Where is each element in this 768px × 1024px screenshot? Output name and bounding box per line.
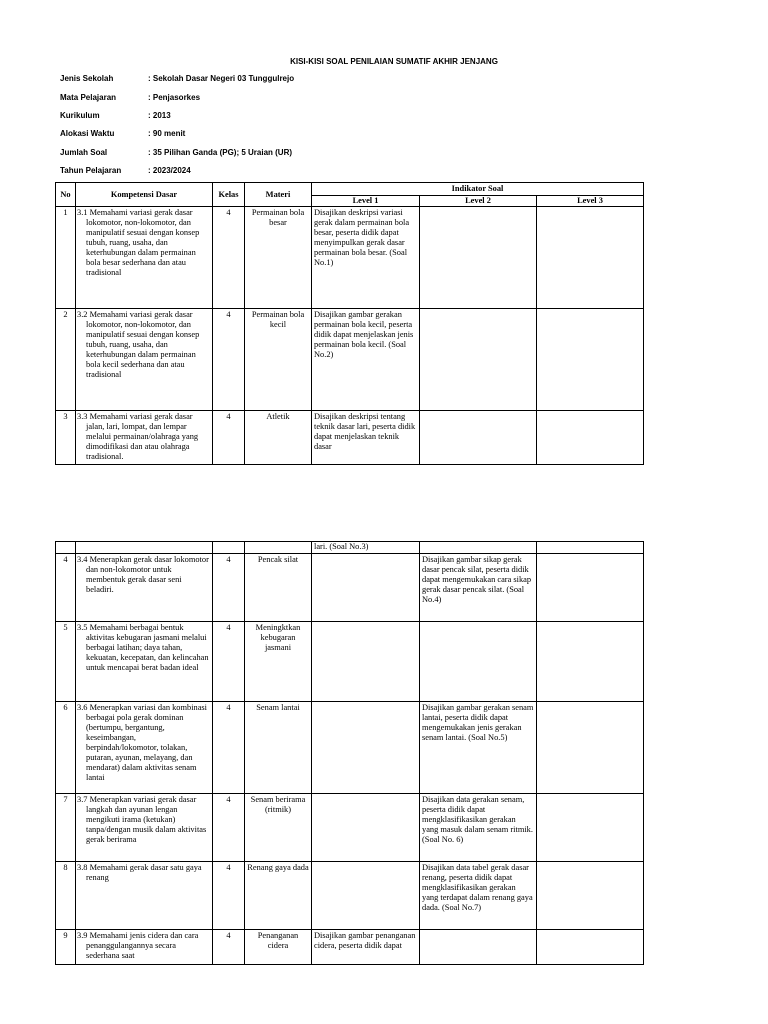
cell-kompetensi-dasar: 3.2 Memahami variasi gerak dasar lokomotor, non-lokomotor, dan manipulatif sesuai dengan konsep tubuh, ruang, usaha, dan keterhubungan dalam permainan bola kecil sederhana dan atau tradisional bbox=[76, 309, 213, 411]
info-value: : 35 Pilihan Ganda (PG); 5 Uraian (UR) bbox=[148, 148, 293, 157]
table-row bbox=[56, 702, 644, 794]
cell-level-2: Disajikan data tabel gerak dasar renang, peserta didik dapat mengklasifikasikan gerakan yang terdapat dalam renang gaya dada. (Soal No.7) bbox=[420, 862, 537, 930]
info-value: : Penjasorkes bbox=[148, 93, 201, 102]
cell-kelas: 4 bbox=[213, 794, 245, 862]
table-row bbox=[56, 794, 644, 862]
table-row bbox=[56, 622, 644, 702]
cell-level-1 bbox=[312, 794, 420, 862]
header-indikator-soal: Indikator Soal bbox=[312, 183, 644, 196]
cell-kompetensi-dasar bbox=[76, 542, 213, 554]
cell-kelas: 4 bbox=[213, 702, 245, 794]
cell-materi: Permainan bola besar bbox=[245, 207, 312, 309]
cell-no: 2 bbox=[56, 309, 76, 411]
cell-level-2 bbox=[420, 930, 537, 965]
header-no: No bbox=[56, 183, 76, 207]
cell-level-1 bbox=[312, 554, 420, 622]
header-kelas: Kelas bbox=[213, 183, 245, 207]
cell-no: 7 bbox=[56, 794, 76, 862]
info-label: Tahun Pelajaran bbox=[60, 166, 122, 175]
table-row bbox=[56, 411, 644, 465]
cell-no: 5 bbox=[56, 622, 76, 702]
cell-level-2: Disajikan data gerakan senam, peserta didik dapat mengklasifikasikan gerakan yang masuk dalam senam ritmik. (Soal No. 6) bbox=[420, 794, 537, 862]
cell-no: 8 bbox=[56, 862, 76, 930]
table-row bbox=[56, 542, 644, 554]
cell-level-3 bbox=[537, 207, 644, 309]
cell-no: 1 bbox=[56, 207, 76, 309]
table-row bbox=[56, 930, 644, 965]
header-kompetensi-dasar: Kompetensi Dasar bbox=[76, 183, 213, 207]
header-level-2: Level 2 bbox=[420, 196, 537, 207]
header-level-3: Level 3 bbox=[537, 196, 644, 207]
cell-level-1 bbox=[312, 702, 420, 794]
cell-level-3 bbox=[537, 702, 644, 794]
cell-no bbox=[56, 542, 76, 554]
cell-materi: Senam lantai bbox=[245, 702, 312, 794]
info-value: : 2023/2024 bbox=[148, 166, 191, 175]
info-label: Kurikulum bbox=[60, 111, 100, 120]
info-label: Jumlah Soal bbox=[60, 148, 108, 157]
cell-level-3 bbox=[537, 542, 644, 554]
info-value: : Sekolah Dasar Negeri 03 Tunggulrejo bbox=[148, 74, 295, 83]
cell-kompetensi-dasar: 3.5 Memahami berbagai bentuk aktivitas kebugaran jasmani melalui berbagai latihan; daya tahan, kekuatan, kecepatan, dan kelincahan untuk mencapai berat badan ideal bbox=[76, 622, 213, 702]
cell-kompetensi-dasar: 3.8 Memahami gerak dasar satu gaya renang bbox=[76, 862, 213, 930]
cell-level-2 bbox=[420, 622, 537, 702]
cell-materi: Senam berirama (ritmik) bbox=[245, 794, 312, 862]
cell-materi: Permainan bola kecil bbox=[245, 309, 312, 411]
table-row bbox=[56, 207, 644, 309]
info-label: Mata Pelajaran bbox=[60, 93, 117, 102]
cell-level-1 bbox=[312, 622, 420, 702]
header-materi: Materi bbox=[245, 183, 312, 207]
cell-kompetensi-dasar: 3.3 Memahami variasi gerak dasar jalan, lari, lompat, dan lempar melalui permainan/olahraga yang dimodifikasi dan atau olahraga tradisional. bbox=[76, 411, 213, 465]
cell-level-2 bbox=[420, 411, 537, 465]
cell-kelas bbox=[213, 542, 245, 554]
cell-no: 9 bbox=[56, 930, 76, 965]
cell-level-2: Disajikan gambar gerakan senam lantai, peserta didik dapat mengemukakan jenis gerakan senam lantai. (Soal No.5) bbox=[420, 702, 537, 794]
info-label: Alokasi Waktu bbox=[60, 129, 115, 138]
table-row bbox=[56, 862, 644, 930]
info-value: : 90 menit bbox=[148, 129, 186, 138]
cell-kelas: 4 bbox=[213, 862, 245, 930]
cell-kompetensi-dasar: 3.6 Menerapkan variasi dan kombinasi berbagai pola gerak dominan (bertumpu, bergantung, keseimbangan, berpindah/lokomotor, tolakan, putaran, ayunan, melayang, dan mendarat) dalam aktivitas senam lantai bbox=[76, 702, 213, 794]
info-label: Jenis Sekolah bbox=[60, 74, 114, 83]
cell-level-3 bbox=[537, 622, 644, 702]
cell-level-3 bbox=[537, 862, 644, 930]
cell-level-3 bbox=[537, 554, 644, 622]
kisi-kisi-table-page-2 bbox=[55, 541, 644, 965]
cell-kelas: 4 bbox=[213, 309, 245, 411]
cell-materi bbox=[245, 542, 312, 554]
cell-materi: Penanganan cidera bbox=[245, 930, 312, 965]
cell-level-2 bbox=[420, 542, 537, 554]
table-row bbox=[56, 554, 644, 622]
cell-level-1: Disajikan gambar penanganan cidera, peserta didik dapat bbox=[312, 930, 420, 965]
cell-materi: Atletik bbox=[245, 411, 312, 465]
cell-no: 6 bbox=[56, 702, 76, 794]
info-value: : 2013 bbox=[148, 111, 171, 120]
cell-kelas: 4 bbox=[213, 622, 245, 702]
cell-level-3 bbox=[537, 309, 644, 411]
cell-materi: Meningktkan kebugaran jasmani bbox=[245, 622, 312, 702]
cell-level-1 bbox=[312, 862, 420, 930]
cell-level-3 bbox=[537, 794, 644, 862]
kisi-kisi-table-page-1 bbox=[55, 182, 644, 465]
cell-kompetensi-dasar: 3.9 Memahami jenis cidera dan cara penanggulangannya secara sederhana saat bbox=[76, 930, 213, 965]
cell-kompetensi-dasar: 3.1 Memahami variasi gerak dasar lokomotor, non-lokomotor, dan manipulatif sesuai dengan konsep tubuh, ruang, usaha, dan keterhubungan dalam permainan bola besar sederhana dan atau tradisional bbox=[76, 207, 213, 309]
cell-level-1: lari. (Soal No.3) bbox=[312, 542, 420, 554]
cell-level-1: Disajikan deskripsi variasi gerak dalam permainan bola besar, peserta didik dapat menyimpulkan gerak dasar permainan bola besar. (Soal No.1) bbox=[312, 207, 420, 309]
document-title: KISI-KISI SOAL PENILAIAN SUMATIF AKHIR JENJANG bbox=[290, 57, 498, 66]
cell-level-2 bbox=[420, 207, 537, 309]
cell-materi: Pencak silat bbox=[245, 554, 312, 622]
cell-level-2: Disajikan gambar sikap gerak dasar pencak silat, peserta didik dapat mengemukakan cara sikap gerak dasar pencak silat. (Soal No.4) bbox=[420, 554, 537, 622]
cell-materi: Renang gaya dada bbox=[245, 862, 312, 930]
cell-level-3 bbox=[537, 930, 644, 965]
header-level-1: Level 1 bbox=[312, 196, 420, 207]
cell-kelas: 4 bbox=[213, 411, 245, 465]
cell-level-3 bbox=[537, 411, 644, 465]
table-row bbox=[56, 309, 644, 411]
cell-level-1: Disajikan deskripsi tentang teknik dasar lari, peserta didik dapat menjelaskan teknik dasar bbox=[312, 411, 420, 465]
cell-kompetensi-dasar: 3.4 Menerapkan gerak dasar lokomotor dan non-lokomotor untuk membentuk gerak dasar seni beladiri. bbox=[76, 554, 213, 622]
cell-kelas: 4 bbox=[213, 554, 245, 622]
cell-kelas: 4 bbox=[213, 930, 245, 965]
cell-kompetensi-dasar: 3.7 Menerapkan variasi gerak dasar langkah dan ayunan lengan mengikuti irama (ketukan) tanpa/dengan musik dalam aktivitas gerak berirama bbox=[76, 794, 213, 862]
cell-kelas: 4 bbox=[213, 207, 245, 309]
cell-no: 4 bbox=[56, 554, 76, 622]
cell-level-1: Disajikan gambar gerakan permainan bola kecil, peserta didik dapat menjelaskan jenis permainan bola kecil. (Soal No.2) bbox=[312, 309, 420, 411]
cell-level-2 bbox=[420, 309, 537, 411]
cell-no: 3 bbox=[56, 411, 76, 465]
